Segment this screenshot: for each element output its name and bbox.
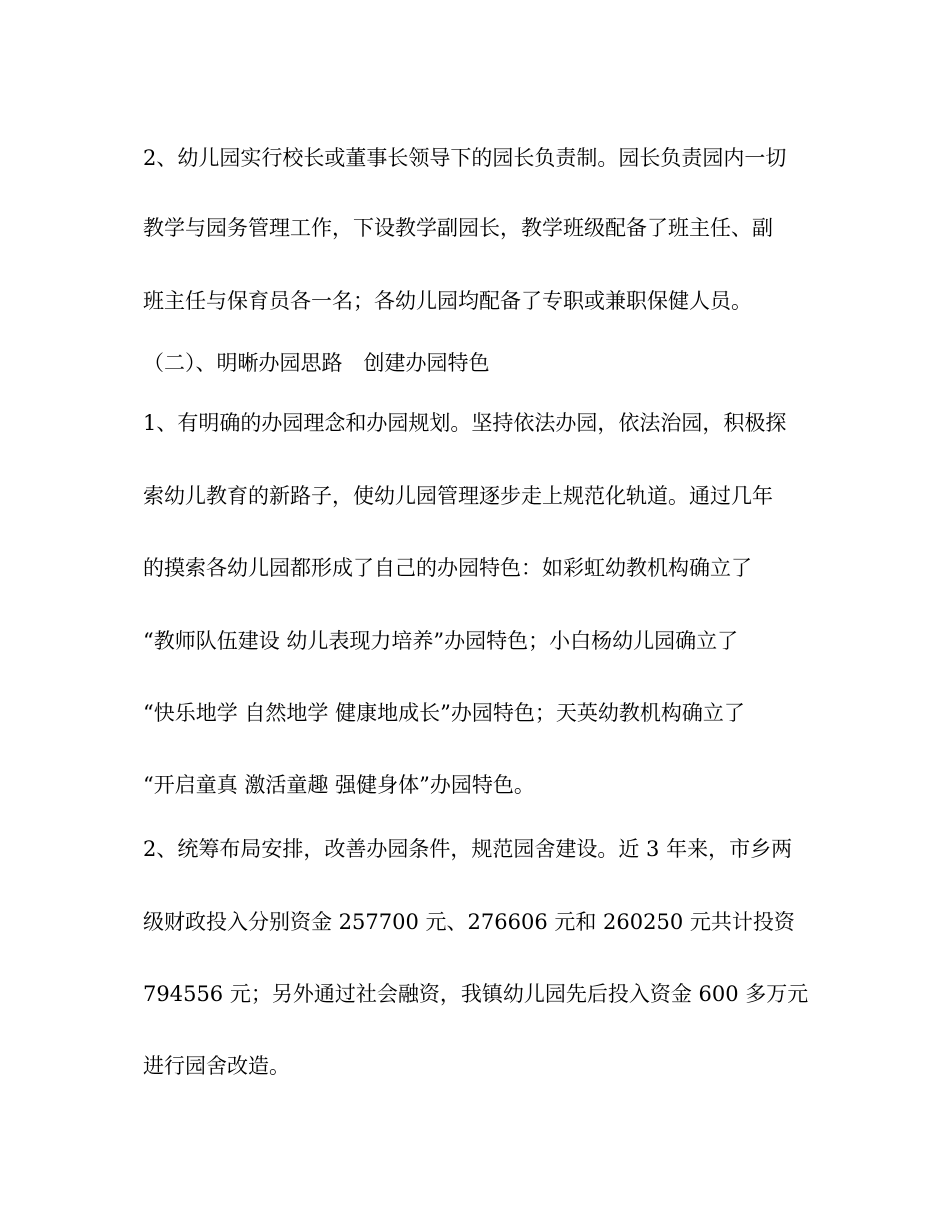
paragraph-line xyxy=(0,548,950,588)
line-text: “教师队伍建设 幼儿表现力培养”办园特色；小白杨幼儿园确立了 xyxy=(143,629,739,653)
paragraph-line xyxy=(0,974,950,1014)
line-text: 索幼儿教育的新路子，使幼儿园管理逐步走上规范化轨道。通过几年 xyxy=(143,484,773,508)
line-text: 794556 元；另外通过社会融资，我镇幼儿园先后投入资金 600 多万元 xyxy=(143,982,809,1006)
line-text: 进行园舍改造。 xyxy=(143,1054,290,1078)
paragraph-line xyxy=(0,1046,950,1086)
paragraph-line xyxy=(0,829,950,869)
line-text: 2、统筹布局安排，改善办园条件，规范园舍建设。近 3 年来，市乡两 xyxy=(143,837,793,861)
paragraph-line xyxy=(0,138,950,178)
line-text: “开启童真 激活童趣 强健身体”办园特色。 xyxy=(143,773,535,797)
line-text: 1、有明确的办园理念和办园规划。坚持依法办园，依法治园，积极探 xyxy=(143,411,787,435)
line-text: 级财政投入分别资金 257700 元、276606 元和 260250 元共计投资 xyxy=(143,910,795,934)
paragraph-line xyxy=(0,476,950,516)
paragraph-line xyxy=(0,765,950,805)
section-heading xyxy=(0,343,950,383)
line-text: 教学与园务管理工作，下设教学副园长，教学班级配备了班主任、副 xyxy=(143,216,773,240)
line-text: 班主任与保育员各一名；各幼儿园均配备了专职或兼职保健人员。 xyxy=(143,289,752,313)
heading-text: （二）、明晰办园思路 创建办园特色 xyxy=(143,351,490,375)
paragraph-line xyxy=(0,281,950,321)
paragraph-line xyxy=(0,902,950,942)
line-text: 的摸索各幼儿园都形成了自己的办园特色：如彩虹幼教机构确立了 xyxy=(143,556,752,580)
paragraph-line xyxy=(0,621,950,661)
paragraph-line xyxy=(0,403,950,443)
line-text: “快乐地学 自然地学 健康地成长”办园特色；天英幼教机构确立了 xyxy=(143,701,745,725)
line-text: 2、幼儿园实行校长或董事长领导下的园长负责制。园长负责园内一切 xyxy=(143,146,787,170)
paragraph-line xyxy=(0,693,950,733)
paragraph-line xyxy=(0,208,950,248)
